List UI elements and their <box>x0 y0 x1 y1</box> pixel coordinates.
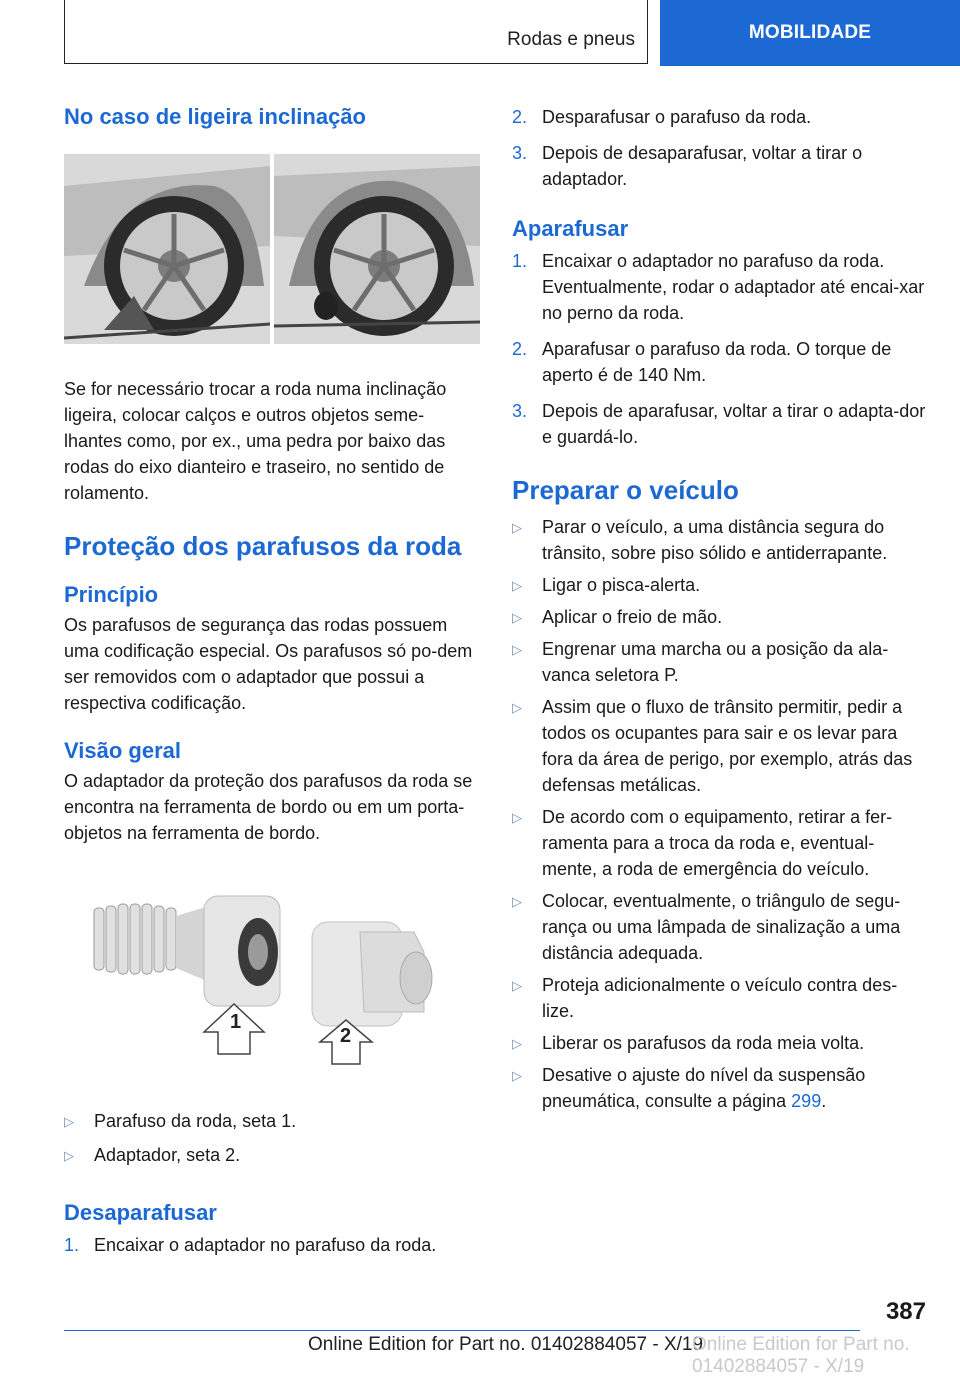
heading-screw-on: Aparafusar <box>512 216 629 241</box>
triangle-bullet-icon: ▷ <box>512 978 522 993</box>
list-item: 2. Desparafusar o parafuso da roda. <box>512 107 812 127</box>
triangle-bullet-icon: ▷ <box>512 520 522 535</box>
list-item: ▷ De acordo com o equipamento, retirar a fer-ramenta para a troca da roda e, eventual-mente, a roda de emergência do veículo. <box>512 807 893 879</box>
overview-list <box>64 1108 480 1168</box>
prepare-vehicle-list <box>512 514 928 1114</box>
triangle-bullet-icon: ▷ <box>512 700 522 715</box>
page-reference-link[interactable]: 299 <box>791 1091 822 1111</box>
heading-wheel-locks: Proteção dos parafusos da roda <box>64 531 462 561</box>
list-item: ▷ Adaptador, seta 2. <box>64 1142 480 1168</box>
list-item: ▷ Assim que o fluxo de trânsito permitir, pedir a todos os ocupantes para sair e os levar para fora da área de perigo, por exemplo, atrás das defensas metálicas. <box>512 697 913 795</box>
heading-unscrew: Desaparafusar <box>64 1200 217 1225</box>
triangle-bullet-icon: ▷ <box>512 642 522 657</box>
figure-wheel-bolt <box>94 896 280 1006</box>
list-item: ▷ Aplicar o freio de mão. <box>512 604 928 630</box>
figure-bolt-and-adapter <box>64 882 480 1072</box>
list-item: ▷ Desative o ajuste do nível da suspensão pneumática, consulte a página 299. <box>512 1065 866 1111</box>
list-item: 2. Aparafusar o parafuso da roda. O torque de aperto é de 140 Nm. <box>512 339 892 385</box>
figure-wheels-on-slope <box>64 146 480 346</box>
figure-label-2: 2 <box>340 1025 352 1047</box>
paragraph-slight-slope: Se for necessário trocar a roda numa inclinação ligeira, colocar calços e outros objetos seme-lhantes como, por ex., uma pedra por baixo das rodas do eixo dianteiro e traseiro, no sentido de rolamento. <box>64 379 447 503</box>
triangle-bullet-icon: ▷ <box>64 1114 74 1129</box>
list-item: 1. Encaixar o adaptador no parafuso da roda. <box>64 1235 437 1255</box>
footer-divider <box>64 1330 860 1331</box>
screw-on-steps <box>512 248 928 450</box>
header-section-title: Rodas e pneus <box>507 29 635 50</box>
heading-principle: Princípio <box>64 582 159 607</box>
list-item: 1. Encaixar o adaptador no parafuso da roda. Eventualmente, rodar o adaptador até encai-xar no perno da roda. <box>512 251 925 323</box>
list-item: 3. Depois de desaparafusar, voltar a tirar o adaptador. <box>512 143 863 189</box>
left-column <box>64 100 480 1258</box>
footer-edition: Online Edition for Part no. 01402884057 - X/19 <box>308 1334 704 1355</box>
page-number: 387 <box>885 1298 926 1325</box>
list-item: ▷ Proteja adicionalmente o veículo contra des-lize. <box>512 975 898 1021</box>
figure-panel-rear-wheel <box>274 154 480 344</box>
heading-slight-slope: No caso de ligeira inclinação <box>64 104 366 129</box>
triangle-bullet-icon: ▷ <box>512 578 522 593</box>
right-column <box>512 104 928 1114</box>
figure-panel-front-wheel <box>64 154 270 344</box>
list-item: ▷ Parafuso da roda, seta 1. <box>64 1108 480 1134</box>
triangle-bullet-icon: ▷ <box>64 1148 74 1163</box>
triangle-bullet-icon: ▷ <box>512 1068 522 1083</box>
list-item: ▷ Colocar, eventualmente, o triângulo de segu-rança ou uma lâmpada de sinalização a uma distância adequada. <box>512 891 901 963</box>
paragraph-overview: O adaptador da proteção dos parafusos da roda se encontra na ferramenta de bordo ou em um porta-objetos na ferramenta de bordo. <box>64 771 473 843</box>
list-item: ▷ Liberar os parafusos da roda meia volta. <box>512 1030 928 1056</box>
paragraph-principle: Os parafusos de segurança das rodas possuem uma codificação especial. Os parafusos só po-dem ser removidos com o adaptador que possui a respectiva codificação. <box>64 615 473 713</box>
header-chapter-tab: MOBILIDADE <box>660 0 960 66</box>
triangle-bullet-icon: ▷ <box>512 810 522 825</box>
list-item: ▷ Ligar o pisca-alerta. <box>512 572 928 598</box>
header-section-box <box>64 0 648 64</box>
figure-adapter <box>312 922 432 1026</box>
list-item: ▷ Parar o veículo, a uma distância segura do trânsito, sobre piso sólido e antiderrapante. <box>512 517 888 563</box>
page-header <box>0 0 960 66</box>
triangle-bullet-icon: ▷ <box>512 610 522 625</box>
figure-label-1: 1 <box>230 1011 242 1033</box>
heading-overview: Visão geral <box>64 738 181 763</box>
footer-watermark: Online Edition for Part no. 01402884057 - X/19 <box>692 1334 910 1377</box>
list-item: 3. Depois de aparafusar, voltar a tirar o adapta-dor e guardá-lo. <box>512 401 926 447</box>
unscrew-steps-left <box>64 1232 480 1258</box>
triangle-bullet-icon: ▷ <box>512 894 522 909</box>
heading-prepare-vehicle: Preparar o veículo <box>512 475 739 505</box>
list-item: ▷ Engrenar uma marcha ou a posição da ala-vanca seletora P. <box>512 639 889 685</box>
unscrew-steps-right <box>512 104 928 192</box>
triangle-bullet-icon: ▷ <box>512 1036 522 1051</box>
